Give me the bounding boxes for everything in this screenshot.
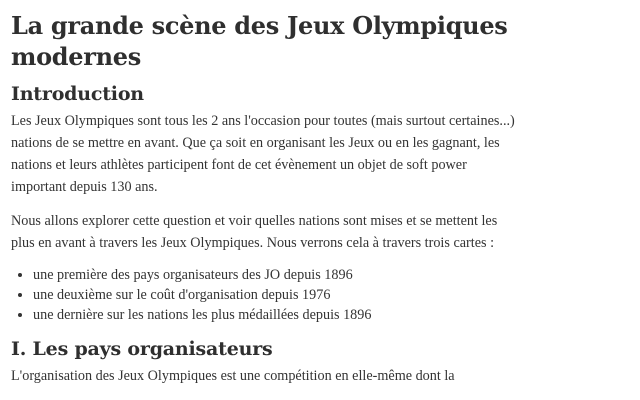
list-item: • une première des pays organisateurs des JO depuis 1896 bbox=[33, 265, 521, 285]
page-title: La grande scène des Jeux Olympiques modernes bbox=[11, 11, 508, 71]
article-content bbox=[11, 10, 521, 387]
intro-paragraph-2: Nous allons explorer cette question et voir quelles nations sont mises et se mettent les plus en avant à travers les Jeux Olympiques. Nous verrons cela à travers trois cartes : bbox=[11, 213, 498, 251]
intro-paragraph-1: Les Jeux Olympiques sont tous les 2 ans l'occasion pour toutes (mais surtout certaines...) nations de se mettre en avant. Que ça soit en organisant les Jeux ou en les gagnant, les nations et leurs athlètes participent font de cet évènement un objet de soft power important depuis 130 ans. bbox=[11, 113, 515, 195]
maps-list bbox=[11, 265, 521, 325]
section-1-paragraph: L'organisation des Jeux Olympiques est une compétition en elle-même dont la bbox=[11, 368, 455, 384]
list-item: • une deuxième sur le coût d'organisation depuis 1976 bbox=[33, 285, 521, 305]
list-item: • une dernière sur les nations les plus médaillées depuis 1896 bbox=[33, 305, 521, 325]
section-1-heading: I. Les pays organisateurs bbox=[11, 338, 273, 360]
introduction-heading: Introduction bbox=[11, 83, 144, 105]
